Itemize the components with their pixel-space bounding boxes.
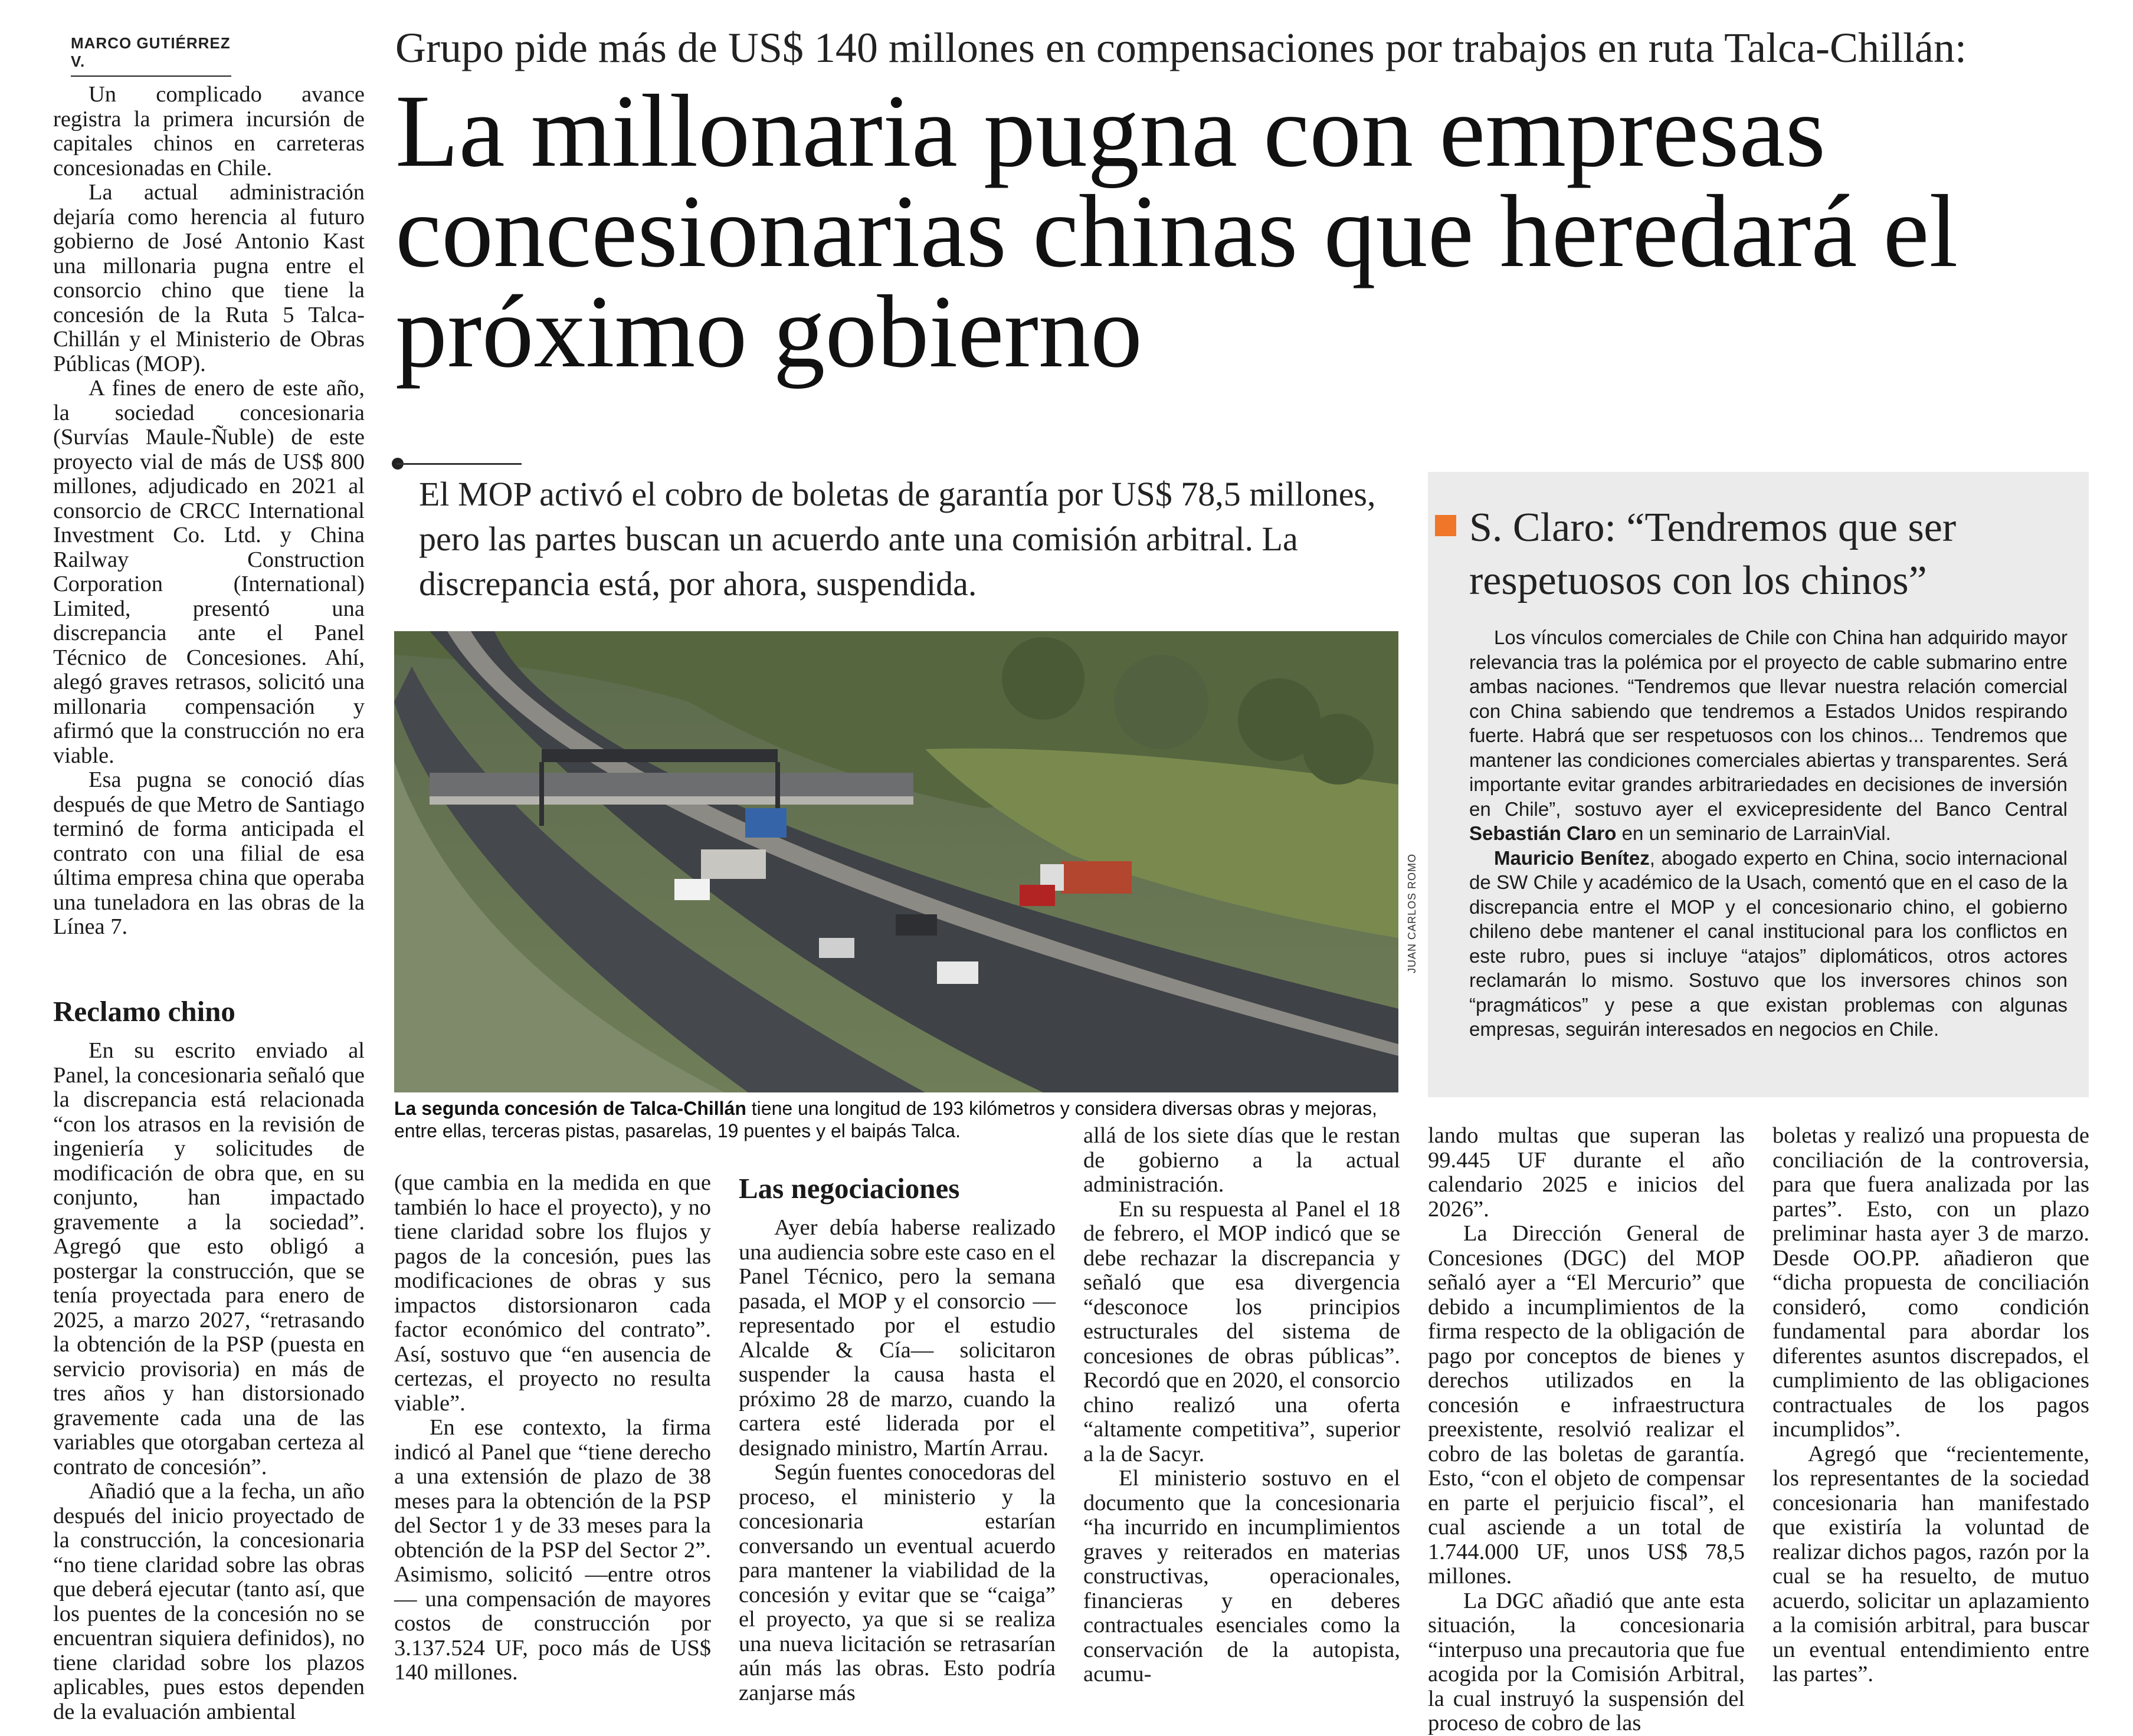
byline: MARCO GUTIÉRREZ V.: [71, 34, 231, 77]
paragraph: allá de los siete días que le restan de gobierno a la actual administración.: [1083, 1123, 1400, 1197]
kicker: Grupo pide más de US$ 140 millones en compensaciones por trabajos en ruta Talca-Chillán:: [395, 24, 1967, 71]
column-2: [394, 1171, 711, 1685]
sidebar-paragraph: [1469, 846, 2068, 1042]
paragraph: Según fuentes conocedoras del proceso, el ministerio y la concesionaria estarían conversando un eventual acuerdo para mantener la viabilidad de la concesión y evitar que se “caiga” el proyecto, ya que si se realiza una nueva licitación se retrasarían aún más las obras. Esto podría zanjarse más: [739, 1460, 1056, 1705]
section-heading-negociaciones: Las negociaciones: [739, 1172, 960, 1205]
paragraph: Añadió que a la fecha, un año después del inicio proyectado de la construcción, la concesionaria “no tiene claridad sobre las obras que deberá ejecutar (tanto así, que los puentes de la concesión no se encuentran siquiera definidos), no tiene claridad sobre los plazos aplicables, pues estos dependen de la evaluación ambiental: [53, 1479, 365, 1724]
sidebar-text: Los vínculos comerciales de Chile con China han adquirido mayor relevancia tras la polémica por el proyecto de cable submarino entre ambas naciones. “Tendremos que llevar nuestra relación comercial con China sabiendo que tendremos a Estados Unidos respirando fuerte. Habrá que ser respetuosos con los chinos... Tendremos que mantener las condiciones comerciales abiertas y transparentes. Será importante evitar grandes arbitrariedades en decisiones de inversión en Chile”, sostuvo ayer el exvicepresidente del Banco Central: [1469, 626, 2068, 820]
paragraph: La DGC añadió que ante esta situación, la concesionaria “interpuso una precautoria que fue acogida por la Comisión Arbitral, la cual instruyó la suspensión del proceso de cobro de las: [1428, 1588, 1745, 1735]
paragraph: El ministerio sostuvo en el documento que la concesionaria “ha incurrido en incumplimientos graves y reiterados en materias constructivas, operacionales, financieras y en deberes contractuales esenciales como la conservación de la autopista, acumu-: [1083, 1466, 1400, 1686]
sidebar-text: en un seminario de LarrainVial.: [1616, 822, 1891, 844]
highway-photo: [394, 631, 1398, 1092]
sidebar-title: S. Claro: “Tendremos que ser respetuosos con los chinos”: [1469, 505, 1957, 603]
sidebar-name-benitez: Mauricio Benítez: [1494, 846, 1650, 869]
paragraph: La Dirección General de Concesiones (DGC) del MOP señaló ayer a “El Mercurio” que debido a incumplimientos de la firma respecto de la obligación de pago por conceptos de bienes y derechos utilizados en la concesión e infraestructura preexistente, resolvió realizar el cobro de las boletas de garantía. Esto, “con el objeto de compensar en parte el perjuicio fiscal”, el cual asciende a un total de 1.744.000 UF, unos US$ 78,5 millones.: [1428, 1221, 1745, 1589]
caption-lead: La segunda concesión de Talca-Chillán: [394, 1098, 746, 1119]
paragraph: A fines de enero de este año, la sociedad concesionaria (Survías Maule-Ñuble) de este proyecto vial de más de US$ 800 millones, adjudicado en 2021 al consorcio de CRCC International Investment Co. Ltd. y China Railway Construction Corporation (International) Limited, presentó una discrepancia ante el Panel Técnico de Concesiones. Ahí, alegó graves retrasos, solicitó una millonaria compensación y afirmó que la construcción no era viable.: [53, 376, 365, 768]
paragraph: lando multas que superan las 99.445 UF durante el año calendario 2025 e inicios del 2026”.: [1428, 1123, 1745, 1222]
paragraph: Esa pugna se conoció días después de que Metro de Santiago terminó de forma anticipada el contrato con una filial de esa última empresa china que operaba una tuneladora en las obras de la Línea 7.: [53, 767, 365, 939]
section-heading-reclamo: Reclamo chino: [53, 995, 235, 1028]
column-6: [1772, 1124, 2089, 1687]
subhead-rule: [397, 463, 522, 465]
column-4: [1083, 1124, 1400, 1687]
paragraph: En ese contexto, la firma indicó al Panel que “tiene derecho a una extensión de plazo de 38 meses para la obtención de la PSP del Sector 1 y de 33 meses para la obtención de la PSP del Sector 2”. Asimismo, solicitó —entre otros— una compensación de mayores costos de construcción por 3.137.524 UF, poco más de US$ 140 millones.: [394, 1415, 711, 1685]
column-1-section: [53, 994, 365, 1724]
column-3: [739, 1171, 1056, 1705]
paragraph: (que cambia en la medida en que también lo hace el proyecto), y no tiene claridad sobre los flujos y pagos de la concesión, pues las modificaciones de obras y sus impactos distorsionaron cada factor económico del contrato”. Así, sostuvo que “en ausencia de certezas, el proyecto no resulta viable”.: [394, 1170, 711, 1416]
sidebar-name-claro: Sebastián Claro: [1469, 822, 1617, 844]
paragraph: Agregó que “recientemente, los representantes de la sociedad concesionaria han manifestado que existiría la voluntad de realizar dichos pagos, razón por la cual se ha resuelto, de mutuo acuerdo, solicitar un aplazamiento a la comisión arbitral, para buscar un eventual entendimiento entre las partes”.: [1772, 1441, 2089, 1686]
caption-text: tiene una longitud de 193 kilómetros y considera diversas obras y mejoras, entre ellas, terceras pistas, pasarelas, 19 puentes y el baipás Talca.: [394, 1098, 1377, 1141]
column-1: [53, 83, 365, 940]
paragraph: En su respuesta al Panel el 18 de febrero, el MOP indicó que se debe rechazar la discrepancia y señaló que esa divergencia “desconoce los principios estructurales del sistema de concesiones de obras públicas”. Recordó que en 2020, el consorcio chino realizó una oferta “altamente competitiva”, superior a la de Sacyr.: [1083, 1196, 1400, 1466]
sidebar-paragraph: [1469, 625, 2068, 846]
sidebar-text: , abogado experto en China, socio internacional de SW Chile y académico de la Usach, comentó que en el caso de la discrepancia entre el MOP y el concesionario chino, el gobierno chileno debe mantener el canal institucional para los conflictos en este rubro, pues si incluye “atajos” diplomáticos, otros actores reclamarán lo mismo. Sostuvo que los inversores chinos son “pragmáticos” y pese a que existan problemas con algunas empresas, seguirán interesados en negocios en Chile.: [1469, 846, 2068, 1040]
paragraph: boletas y realizó una propuesta de conciliación de la controversia, para que fuera analizada por las partes”. Esto, con un plazo preliminar hasta ayer 3 de marzo. Desde OO.PP. añadieron que “dicha propuesta de conciliación consideró, como condición fundamental para abordar los diferentes asuntos discrepados, el cumplimiento de las obligaciones contractuales de los pagos incumplidos”.: [1772, 1123, 2089, 1442]
headline: La millonaria pugna con empresas concesionarias chinas que heredará el próximo gobierno: [395, 74, 1958, 389]
paragraph: Un complicado avance registra la primera incursión de capitales chinos en carreteras concesionadas en Chile.: [53, 82, 365, 181]
highway-toll-plaza-illustration: [394, 631, 1398, 1092]
paragraph: En su escrito enviado al Panel, la concesionaria señaló que la discrepancia está relacionada “con los atrasos en la revisión de ingeniería y solicitudes de modificación de obra que, en su conjunto, han impactado gravemente a la sociedad”. Agregó que esto obligó a postergar la construcción, que se tenía proyectada para enero de 2025, a marzo 2027, “retrasando la obtención de la PSP (puesta en servicio provisoria) en más de tres años y han distorsionado gravemente cada una de las variables que otorgaban certeza al contrato de concesión”.: [53, 1038, 365, 1479]
paragraph: La actual administración dejaría como herencia al futuro gobierno de José Antonio Kast una millonaria pugna entre el consorcio chino que tiene la concesión de la Ruta 5 Talca-Chillán y el Ministerio de Obras Públicas (MOP).: [53, 180, 365, 376]
sidebar-bullet-square: [1435, 515, 1456, 536]
sidebar-body: [1469, 625, 2068, 1042]
photo-credit: JUAN CARLOS ROMO: [1406, 853, 1418, 973]
paragraph: Ayer debía haberse realizado una audiencia sobre este caso en el Panel Técnico, pero la semana pasada, el MOP y el consorcio —representado por el estudio Alcalde & Cía— solicitaron suspender la causa hasta el próximo 28 de marzo, cuando la cartera esté liderada por el designado ministro, Martín Arrau.: [739, 1215, 1056, 1461]
column-5: [1428, 1124, 1745, 1736]
subhead: El MOP activó el cobro de boletas de garantía por US$ 78,5 millones, pero las partes buscan un acuerdo ante una comisión arbitral. La discrepancia está, por ahora, suspendida.: [419, 475, 1376, 603]
